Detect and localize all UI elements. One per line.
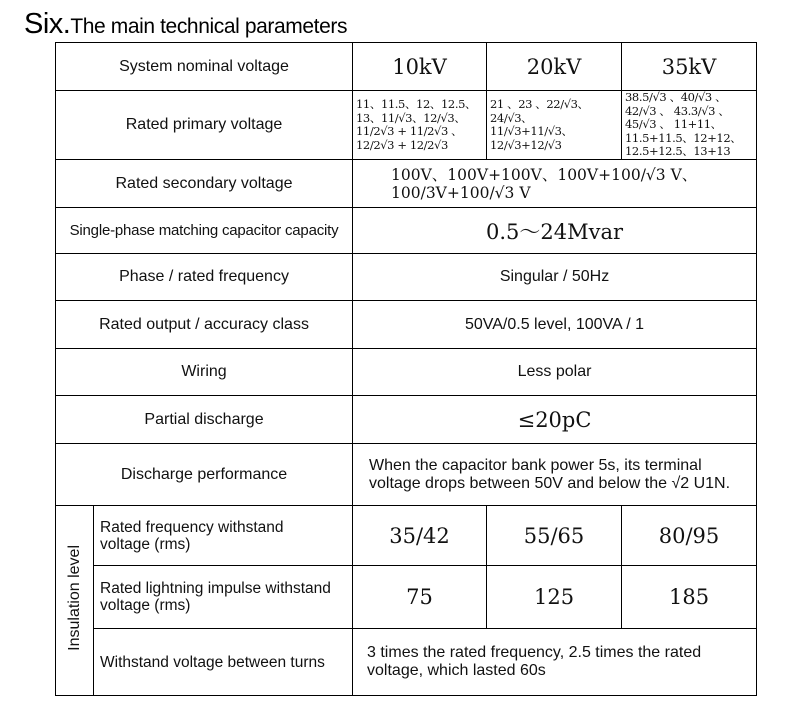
table-row (56, 91, 757, 160)
insulation-level-label: Insulation level (65, 545, 83, 651)
output-accuracy-label: Rated output / accuracy class (56, 301, 353, 349)
voltage-class-35kv: 35kV (622, 43, 757, 91)
rated-secondary-voltage-label: Rated secondary voltage (56, 160, 353, 208)
primary-voltage-20kv (487, 91, 622, 160)
voltage-class-10kv: 10kV (353, 43, 487, 91)
secondary-voltage-values (353, 160, 757, 208)
primary-voltage-line: 45/√3 、 11+11、 (625, 117, 722, 132)
system-nominal-voltage-label: System nominal voltage (56, 43, 353, 91)
impulse-withstand-label-line: Rated lightning impulse withstand (100, 580, 331, 597)
page-title (24, 4, 347, 41)
freq-withstand-label-line: voltage (rms) (100, 535, 191, 553)
freq-withstand-20kv: 55/65 (487, 506, 622, 566)
phase-frequency-label: Phase / rated frequency (56, 254, 353, 301)
freq-withstand-35kv: 80/95 (622, 506, 757, 566)
voltage-class-20kv: 20kV (487, 43, 622, 91)
impulse-withstand-20kv: 125 (487, 566, 622, 629)
primary-voltage-line: 12/2√3 + 12/2√3 (356, 137, 448, 152)
impulse-withstand-35kv: 185 (622, 566, 757, 629)
output-accuracy-value: 50VA/0.5 level, 100VA / 1 (353, 301, 757, 349)
insulation-level-group (56, 506, 94, 696)
partial-discharge-label: Partial discharge (56, 396, 353, 444)
table-row (56, 43, 757, 91)
primary-voltage-line: 11.5+11.5、12+12、 (625, 130, 742, 145)
turns-withstand-label: Withstand voltage between turns (94, 629, 353, 696)
table-row (56, 444, 757, 506)
primary-voltage-line: 38.5/√3 、40/√3 、 (625, 90, 727, 105)
capacitor-capacity-label: Single-phase matching capacitor capacity (56, 208, 353, 254)
primary-voltage-line: 11/2√3 + 11/2√3 、 (356, 124, 463, 138)
table-row (56, 160, 757, 208)
capacitor-capacity-value: 0.5～24Mvar (353, 208, 757, 254)
title-text: The main technical parameters (70, 15, 348, 38)
freq-withstand-label-line: Rated frequency withstand (100, 518, 284, 536)
primary-voltage-line: 12.5+12.5、13+13 (625, 144, 731, 159)
parameters-table (55, 42, 757, 696)
table-row (56, 301, 757, 349)
primary-voltage-35kv (622, 91, 757, 160)
title-prefix: Six. (24, 8, 71, 40)
primary-voltage-line: 24/√3、 (490, 110, 533, 125)
table-row (56, 506, 757, 566)
impulse-withstand-10kv: 75 (353, 566, 487, 629)
table-row (56, 566, 757, 629)
turns-withstand-value (353, 629, 757, 696)
secondary-voltage-line: 100/3V+100/√3 V (391, 183, 531, 202)
phase-frequency-value: Singular / 50Hz (353, 254, 757, 301)
turns-withstand-line: 3 times the rated frequency, 2.5 times the rated (367, 644, 702, 661)
table-row (56, 349, 757, 396)
primary-voltage-line: 11、11.5、12、12.5、 (356, 97, 477, 111)
partial-discharge-value: ≤20pC (353, 396, 757, 444)
wiring-value: Less polar (353, 349, 757, 396)
primary-voltage-line: 11/√3+11/√3、 (490, 124, 573, 138)
primary-voltage-10kv (353, 91, 487, 160)
turns-withstand-line: voltage, which lasted 60s (367, 662, 546, 679)
table-row (56, 254, 757, 301)
table-row (56, 208, 757, 254)
discharge-performance-line: When the capacitor bank power 5s, its terminal (369, 456, 702, 474)
table-row (56, 396, 757, 444)
discharge-performance-line: voltage drops between 50V and below the √2 U1N. (369, 474, 731, 492)
primary-voltage-line: 21 、23 、22/√3、 (490, 97, 589, 111)
primary-voltage-line: 42/√3 、 43.3/√3 、 (625, 103, 730, 118)
primary-voltage-line: 13、11/√3、12/√3、 (356, 110, 466, 125)
secondary-voltage-line: 100V、100V+100V、100V+100/√3 V、 (391, 165, 698, 184)
impulse-withstand-label (94, 566, 353, 629)
freq-withstand-label (94, 506, 353, 566)
table-row (56, 629, 757, 696)
wiring-label: Wiring (56, 349, 353, 396)
primary-voltage-line: 12/√3+12/√3 (490, 137, 562, 152)
freq-withstand-10kv: 35/42 (353, 506, 487, 566)
rated-primary-voltage-label: Rated primary voltage (56, 91, 353, 160)
discharge-performance-label: Discharge performance (56, 444, 353, 506)
discharge-performance-value (353, 444, 757, 506)
impulse-withstand-label-line: voltage (rms) (100, 597, 191, 614)
